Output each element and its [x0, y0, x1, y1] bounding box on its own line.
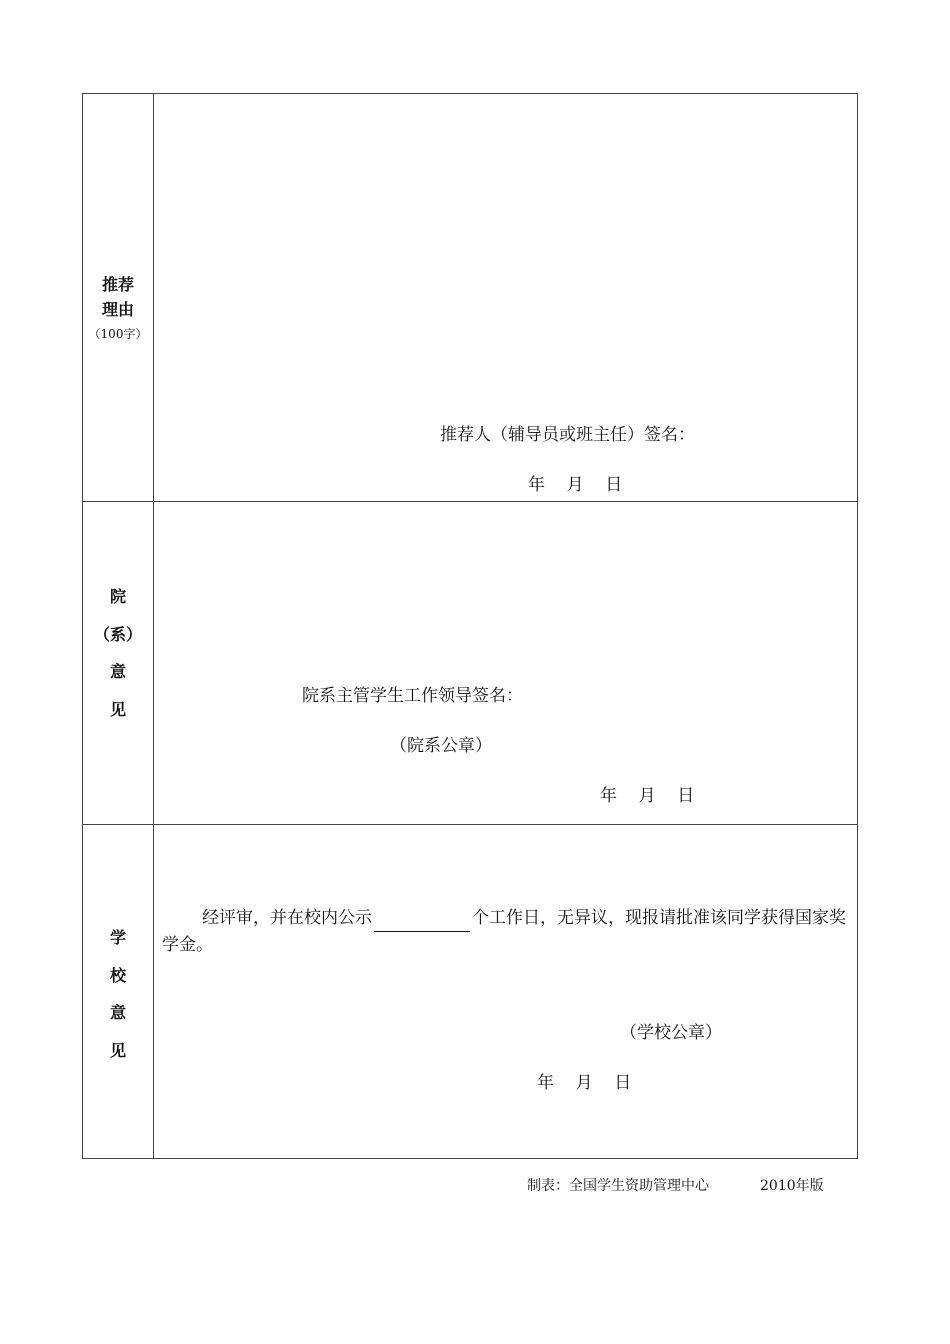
form-table [82, 93, 858, 1159]
department-label-char2: （系） [93, 625, 142, 644]
table-border [82, 93, 858, 1159]
school-label-char1: 学 [109, 928, 126, 947]
department-label-char1: 院 [109, 587, 126, 606]
publicity-days-blank[interactable] [374, 915, 470, 932]
department-label-char3: 意 [109, 662, 126, 681]
footer-maker: 制表：全国学生资助管理中心 [527, 1178, 709, 1194]
school-label-char2: 校 [109, 966, 126, 985]
recommend-date: 年 月 日 [528, 475, 623, 495]
recommend-label-line1: 推荐 [101, 275, 134, 294]
recommend-label-line2: 理由 [101, 300, 134, 319]
school-seal: （学校公章） [620, 1023, 722, 1043]
department-label-char4: 见 [109, 700, 126, 719]
school-date: 年 月 日 [537, 1073, 632, 1093]
department-date: 年 月 日 [600, 786, 695, 806]
row-divider-1 [82, 501, 858, 502]
school-text-before-blank: 经评审，并在校内公示 [202, 908, 372, 928]
row-divider-2 [82, 824, 858, 825]
school-opinion-paragraph [162, 905, 852, 959]
recommend-label-note: （100字） [88, 327, 148, 341]
footer-version: 2010年版 [760, 1178, 824, 1194]
recommender-signature-label: 推荐人（辅导员或班主任）签名： [440, 425, 695, 445]
school-text-after-blank: 个工作日，无异议，现报请批准该同学获得国家奖学金。 [162, 908, 846, 955]
school-label-char3: 意 [109, 1003, 126, 1022]
department-signature-label: 院系主管学生工作领导签名： [302, 686, 523, 706]
school-label-char4: 见 [109, 1041, 126, 1060]
department-seal: （院系公章） [390, 736, 492, 756]
